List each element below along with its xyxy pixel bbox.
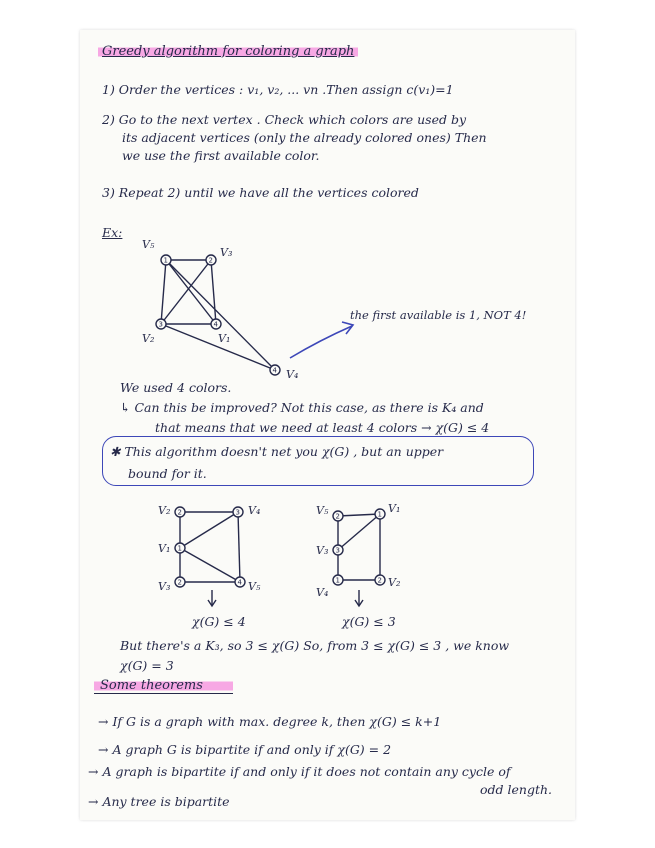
right-node-v4 — [333, 575, 343, 585]
right-node-v5 — [333, 511, 343, 521]
left-node-v5 — [235, 577, 245, 587]
right-label-v3: V₃ — [316, 544, 329, 557]
node-v4 — [270, 365, 280, 375]
theorems-title: Some theorems — [94, 678, 233, 693]
svg-text:3: 3 — [335, 546, 340, 555]
svg-text:1: 1 — [377, 510, 382, 519]
step-3: 3) Repeat 2) until we have all the vertices colored — [102, 185, 419, 200]
label-v4: V₄ — [286, 368, 299, 381]
observation-3: that means that we need at least 4 colors → χ(G) ≤ 4 — [155, 420, 490, 435]
svg-text:4: 4 — [237, 578, 242, 587]
left-node-v4 — [233, 507, 243, 517]
label-v1: V₁ — [218, 332, 231, 345]
svg-text:2: 2 — [208, 256, 213, 265]
svg-text:3: 3 — [235, 508, 240, 517]
left-result: χ(G) ≤ 4 — [192, 614, 246, 629]
svg-text:2: 2 — [377, 576, 382, 585]
svg-text:4: 4 — [272, 366, 277, 375]
label-v3: V₃ — [220, 246, 233, 259]
left-node-v2 — [175, 507, 185, 517]
example-label: Ex: — [102, 225, 123, 240]
right-node-v2 — [375, 575, 385, 585]
observation-1: We used 4 colors. — [120, 380, 232, 395]
right-label-v1: V₁ — [388, 502, 401, 515]
node-v3 — [206, 255, 216, 265]
right-node-v1 — [375, 509, 385, 519]
theorem-3-cont: odd length. — [480, 782, 552, 797]
label-v2: V₂ — [142, 332, 155, 345]
left-label-v3: V₃ — [158, 580, 171, 593]
conclusion-2: χ(G) = 3 — [120, 658, 174, 673]
left-node-v1 — [175, 543, 185, 553]
svg-text:1: 1 — [163, 256, 168, 265]
step-2-cont: its adjacent vertices (only the already colored ones) Then — [122, 130, 487, 145]
left-label-v5: V₅ — [248, 580, 261, 593]
svg-text:2: 2 — [177, 508, 182, 517]
svg-text:3: 3 — [158, 320, 163, 329]
left-label-v2: V₂ — [158, 504, 171, 517]
right-label-v5: V₅ — [316, 504, 329, 517]
left-label-v1: V₁ — [158, 542, 171, 555]
node-v2 — [156, 319, 166, 329]
conclusion-1: But there's a K₃, so 3 ≤ χ(G) So, from 3 ≤ χ(G) ≤ 3 , we know — [120, 638, 510, 653]
label-v5: V₅ — [142, 238, 155, 251]
comparison-graphs — [140, 500, 440, 610]
node-v1 — [211, 319, 221, 329]
svg-text:1: 1 — [177, 544, 182, 553]
theorem-3: → A graph is bipartite if and only if it does not contain any cycle of — [88, 764, 511, 779]
left-node-v3 — [175, 577, 185, 587]
right-node-v3 — [333, 545, 343, 555]
page-title: Greedy algorithm for coloring a graph — [98, 44, 358, 59]
arrow-note: the first available is 1, NOT 4! — [350, 308, 527, 322]
svg-text:4: 4 — [213, 320, 218, 329]
observation-2: ↳ Can this be improved? Not this case, as there is K₄ and — [120, 400, 484, 415]
svg-text:2: 2 — [177, 578, 182, 587]
svg-text:1: 1 — [335, 576, 340, 585]
theorem-4: → Any tree is bipartite — [88, 794, 230, 809]
node-v5 — [161, 255, 171, 265]
step-2: 2) Go to the next vertex . Check which colors are used by — [102, 112, 467, 127]
note-line-2: bound for it. — [128, 466, 207, 481]
theorem-2: → A graph G is bipartite if and only if χ(G) = 2 — [98, 742, 392, 757]
note-line-1: ✱ This algorithm doesn't net you χ(G) , but an upper — [110, 444, 444, 459]
step-2-cont-2: we use the first available color. — [122, 148, 320, 163]
right-label-v2: V₂ — [388, 576, 401, 589]
right-label-v4: V₄ — [316, 586, 329, 599]
notebook-page — [80, 30, 575, 820]
theorem-1: → If G is a graph with max. degree k, then χ(G) ≤ k+1 — [98, 714, 442, 729]
note-arrow — [290, 326, 352, 358]
right-result: χ(G) ≤ 3 — [342, 614, 396, 629]
step-1: 1) Order the vertices : v₁, v₂, ... vn .Then assign c(v₁)=1 — [102, 82, 454, 97]
svg-text:2: 2 — [335, 512, 340, 521]
left-label-v4: V₄ — [248, 504, 261, 517]
